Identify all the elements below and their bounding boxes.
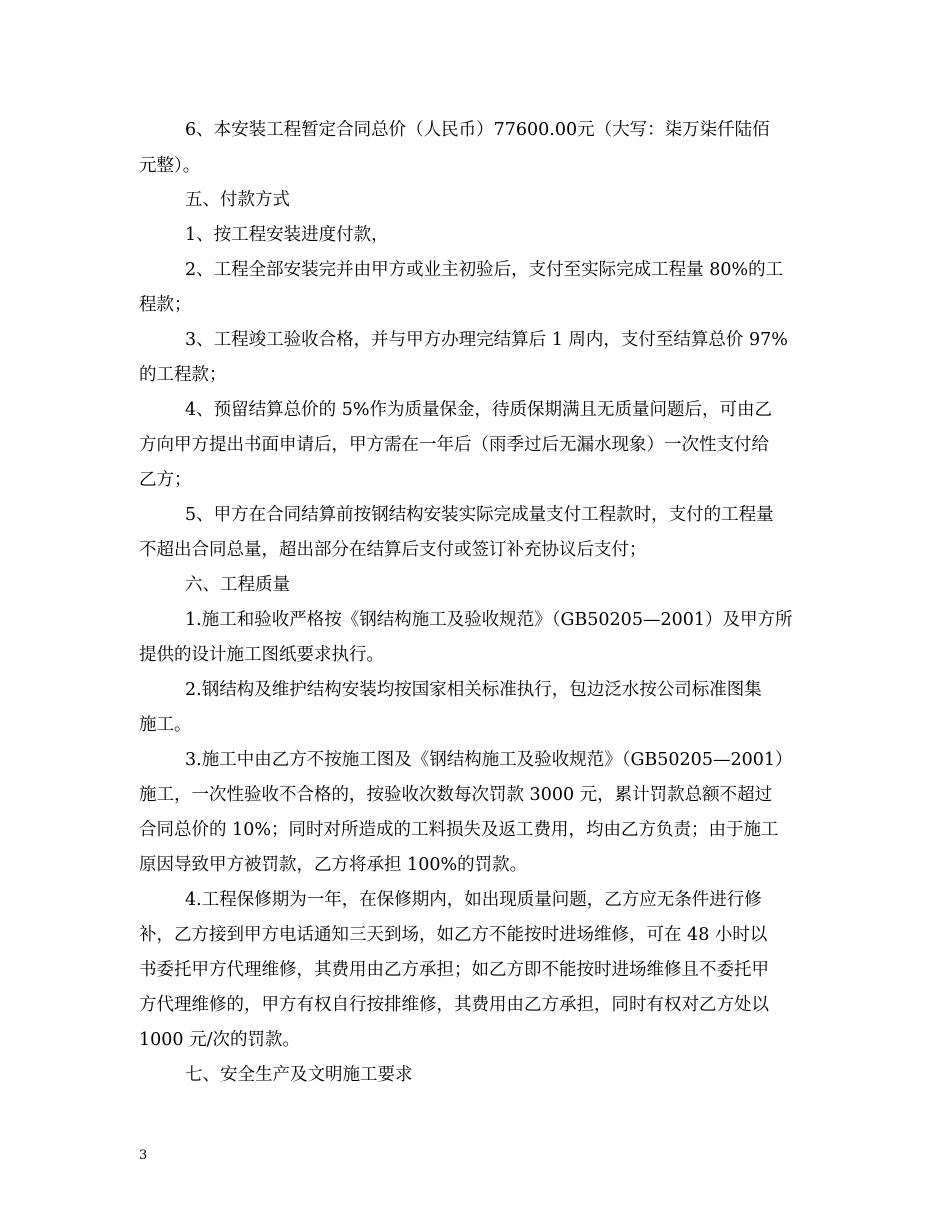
quality-item-1-line-2: 提供的设计施工图纸要求执行。 <box>139 645 384 665</box>
payment-item-2-line-1: 2、工程全部安装完并由甲方或业主初验后，支付至实际完成工程量 80%的工 <box>185 260 784 280</box>
quality-item-4-line-4: 方代理维修的，甲方有权自行按排维修，其费用由乙方承担，同时有权对乙方处以 <box>139 995 769 1015</box>
quality-item-2-line-2: 施工。 <box>139 715 192 735</box>
payment-item-4-line-1: 4、预留结算总价的 5%作为质量保金，待质保期满且无质量问题后，可由乙 <box>185 400 772 420</box>
payment-item-4-line-2: 方向甲方提出书面申请后，甲方需在一年后（雨季过后无漏水现象）一次性支付给 <box>139 435 769 455</box>
payment-item-2-line-2: 程款； <box>139 295 192 315</box>
payment-item-1: 1、按工程安装进度付款， <box>185 225 389 245</box>
page-number: 3 <box>139 1148 148 1163</box>
section-5-heading: 五、付款方式 <box>185 190 290 210</box>
payment-item-5-line-1: 5、甲方在合同结算前按钢结构安装实际完成量支付工程款时，支付的工程量 <box>185 505 774 525</box>
quality-item-3-line-3: 合同总价的 10%；同时对所造成的工料损失及返工费用，均由乙方负责；由于施工 <box>139 820 779 840</box>
quality-item-2-line-1: 2.钢结构及维护结构安装均按国家相关标准执行，包边泛水按公司标准图集 <box>185 680 762 700</box>
paragraph-6-line-1: 6、本安装工程暂定合同总价（人民币）77600.00元（大写：柒万柒仟陆佰 <box>185 120 770 140</box>
quality-item-1-line-1: 1.施工和验收严格按《钢结构施工及验收规范》（GB50205—2001）及甲方所 <box>185 610 793 630</box>
payment-item-3-line-2: 的工程款； <box>139 365 227 385</box>
payment-item-4-line-3: 乙方； <box>139 470 192 490</box>
quality-item-3-line-1: 3.施工中由乙方不按施工图及《钢结构施工及验收规范》（GB50205—2001） <box>185 750 793 770</box>
section-6-heading: 六、工程质量 <box>185 575 290 595</box>
payment-item-5-line-2: 不超出合同总量，超出部分在结算后支付或签订补充协议后支付； <box>139 540 647 560</box>
quality-item-4-line-5: 1000 元/次的罚款。 <box>139 1030 300 1050</box>
section-7-heading: 七、安全生产及文明施工要求 <box>185 1065 413 1085</box>
quality-item-4-line-3: 书委托甲方代理维修，其费用由乙方承担；如乙方即不能按时进场维修且不委托甲 <box>139 960 769 980</box>
payment-item-3-line-1: 3、工程竣工验收合格，并与甲方办理完结算后 1 周内，支付至结算总价 97% <box>185 330 788 350</box>
quality-item-3-line-2: 施工，一次性验收不合格的，按验收次数每次罚款 3000 元，累计罚款总额不超过 <box>139 785 773 805</box>
quality-item-4-line-2: 补，乙方接到甲方电话通知三天到场，如乙方不能按时进场维修，可在 48 小时以 <box>139 925 768 945</box>
quality-item-4-line-1: 4.工程保修期为一年，在保修期内，如出现质量问题，乙方应无条件进行修 <box>185 890 762 910</box>
paragraph-6-line-2: 元整）。 <box>139 156 201 176</box>
quality-item-3-line-4: 原因导致甲方被罚款，乙方将承担 100%的罚款。 <box>139 855 528 875</box>
